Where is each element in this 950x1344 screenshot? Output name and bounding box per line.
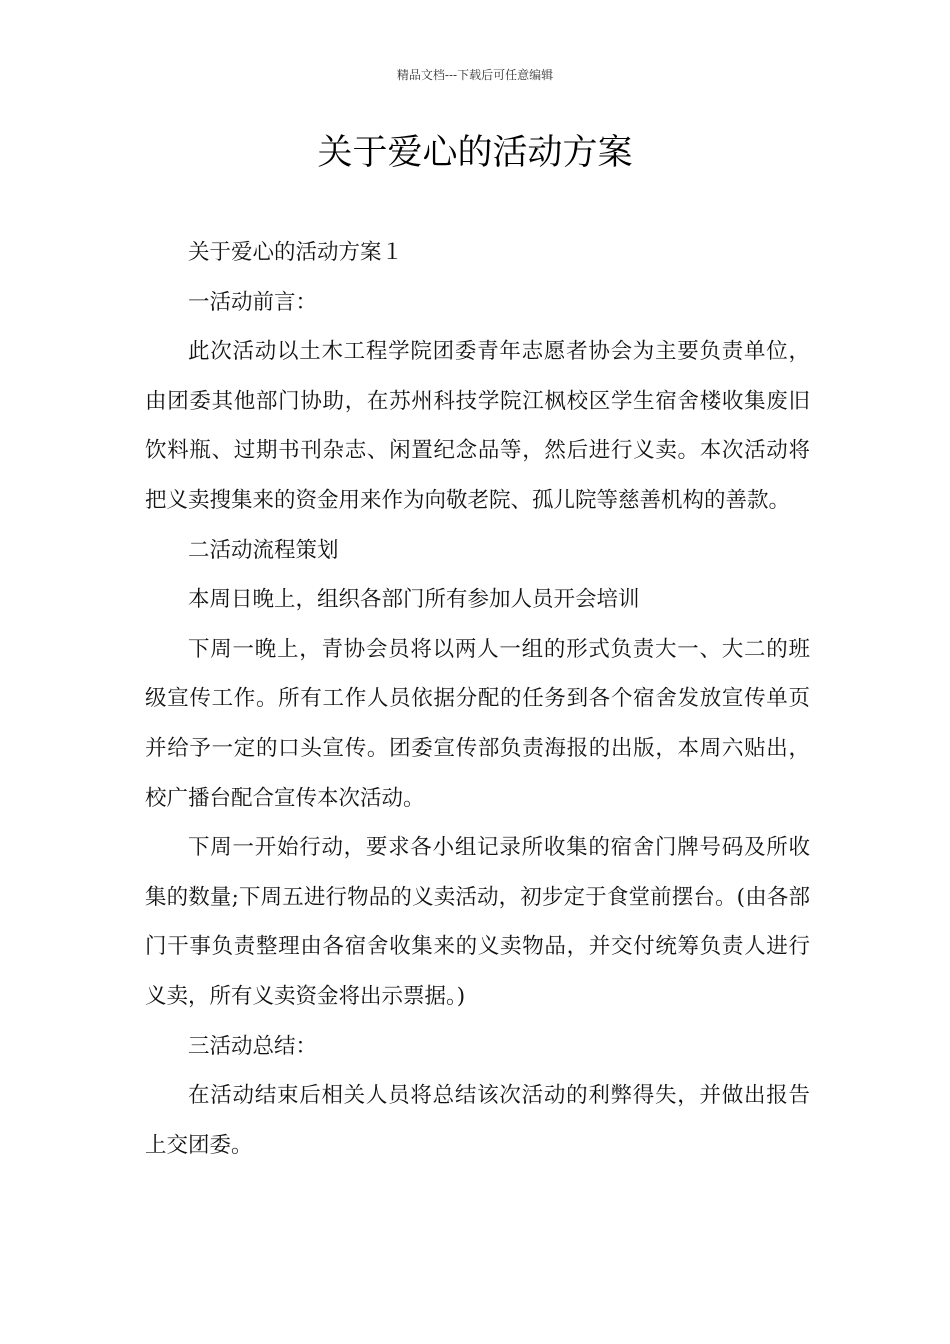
- paragraph-monday-promotion: 下周一晚上，青协会员将以两人一组的形式负责大一、大二的班级宣传工作。所有工作人员依据分配的任务到各个宿舍发放宣传单页并给予一定的口头宣传。团委宣传部负责海报的出版，本周六贴出，校广播台配合宣传本次活动。: [145, 636, 810, 811]
- paragraph-summary: 在活动结束后相关人员将总结该次活动的利弊得失，并做出报告上交团委。: [145, 1083, 810, 1158]
- paragraph-sunday-training: 本周日晚上，组织各部门所有参加人员开会培训: [188, 587, 640, 613]
- paragraph-section-2-heading: 二活动流程策划: [188, 537, 339, 563]
- paragraph-section-3-heading: 三活动总结：: [188, 1033, 318, 1059]
- paragraph-subtitle: 关于爱心的活动方案１: [188, 240, 404, 265]
- paragraph-section-1-heading: 一活动前言：: [188, 289, 318, 315]
- header-note: 精品文档---下载后可任意编辑: [396, 68, 554, 82]
- document-title: 关于爱心的活动方案: [317, 133, 633, 173]
- paragraph-intro: 此次活动以土木工程学院团委青年志愿者协会为主要负责单位，由团委其他部门协助，在苏州科技学院江枫校区学生宿舍楼收集废旧饮料瓶、过期书刊杂志、闲置纪念品等，然后进行义卖。本次活动将把义卖搜集来的资金用来作为向敬老院、孤儿院等慈善机构的善款。: [145, 339, 810, 513]
- paragraph-collection-sale: 下周一开始行动，要求各小组记录所收集的宿舍门牌号码及所收集的数量;下周五进行物品的义卖活动，初步定于食堂前摆台。(由各部门干事负责整理由各宿舍收集来的义卖物品，并交付统筹负责人进行义卖，所有义卖资金将出示票据。): [145, 835, 810, 1009]
- document-body: [145, 228, 810, 1170]
